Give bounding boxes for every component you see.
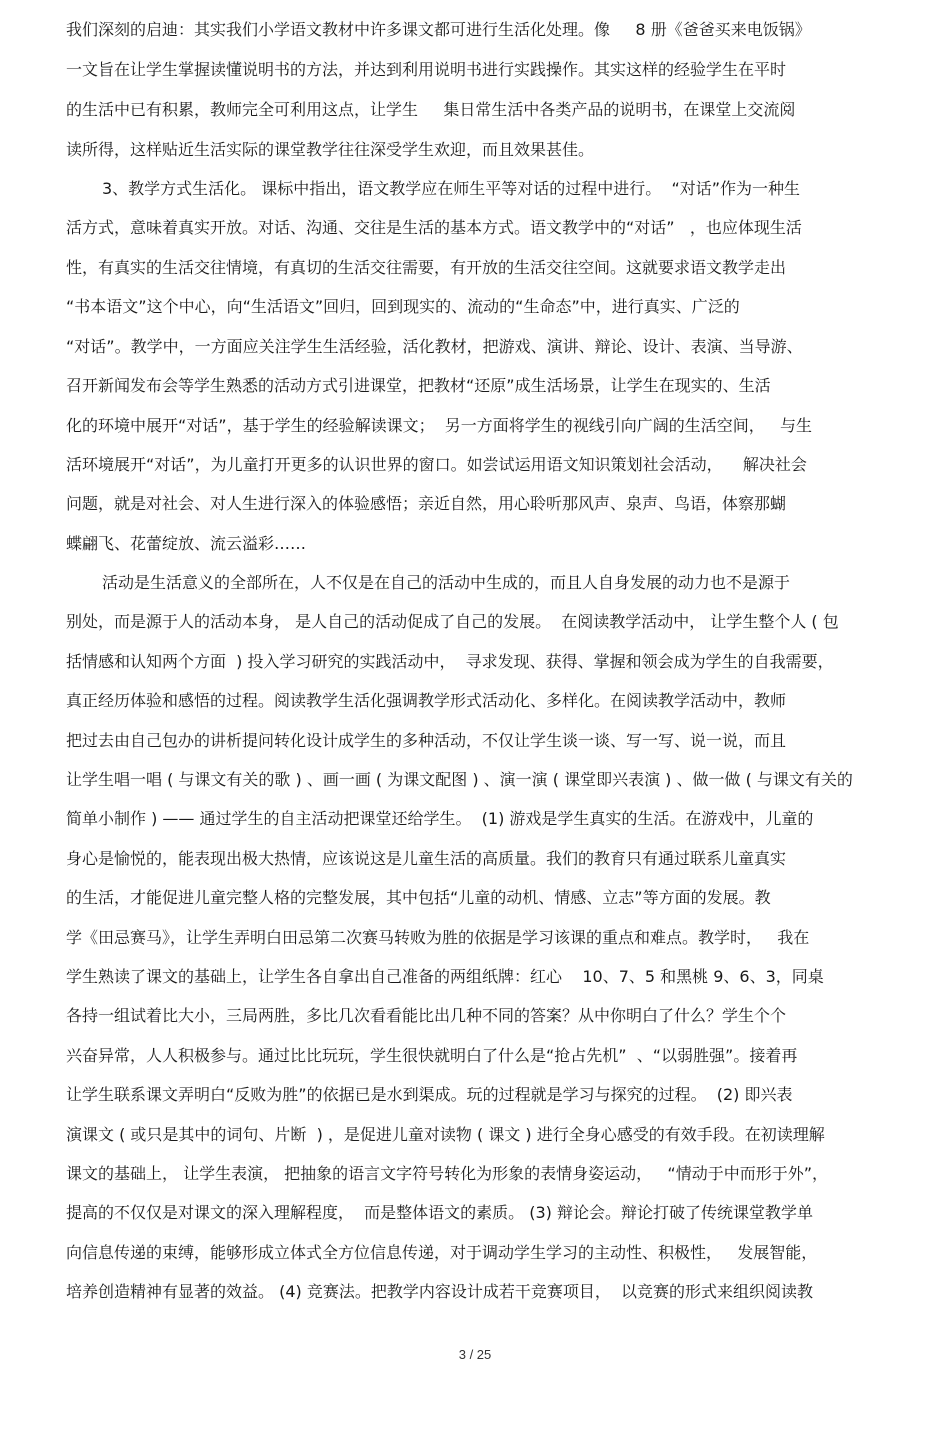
text-line: 一文旨在让学生掌握读懂说明书的方法，并达到利用说明书进行实践操作。其实这样的经验学生在平时 <box>66 60 787 79</box>
text-line: 读所得，这样贴近生活实际的课堂教学往往深受学生欢迎，而且效果甚佳。 <box>66 140 595 159</box>
text-line: 提高的不仅仅是对课文的深入理解程度， 而是整体语文的素质。 (3) 辩论会。辩论打破了传统课堂教学单 <box>66 1203 814 1222</box>
text-line: 化的环境中展开“对话”，基于学生的经验解读课文； 另一方面将学生的视线引向广阔的生活空间， 与生 <box>66 416 813 435</box>
text-line: 学《田忌赛马》，让学生弄明白田忌第二次赛马转败为胜的依据是学习该课的重点和难点。教学时， 我在 <box>66 928 810 947</box>
text-line: 演课文 ( 或只是其中的词句、片断 ) ，是促进儿童对读物 ( 课文 ) 进行全身心感受的有效手段。在初读理解 <box>66 1125 825 1144</box>
text-line: 培养创造精神有显著的效益。 (4) 竞赛法。把教学内容设计成若干竞赛项目， 以竞赛的形式来组织阅读教 <box>66 1282 814 1301</box>
text-line: 课文的基础上， 让学生表演， 把抽象的语言文字符号转化为形象的表情身姿运动， “情动于中而形于外”， <box>66 1164 829 1183</box>
text-line: 真正经历体验和感悟的过程。阅读教学生活化强调教学形式活动化、多样化。在阅读教学活动中，教师 <box>66 691 787 710</box>
text-line: 兴奋异常，人人积极参与。通过比比玩玩，学生很快就明白了什么是“抢占先机” 、“以弱胜强”。接着再 <box>66 1046 798 1065</box>
text-line: 向信息传递的束缚，能够形成立体式全方位信息传递，对于调动学生学习的主动性、积极性， 发展智能， <box>66 1243 818 1262</box>
text-line: 把过去由自己包办的讲析提问转化设计成学生的多种活动，不仅让学生谈一谈、写一写、说一说，而且 <box>66 731 787 750</box>
text-line: 学生熟读了课文的基础上，让学生各自拿出自己准备的两组纸牌：红心 10、7、5 和黑桃 9、6、3，同桌 <box>66 967 824 986</box>
text-line: 身心是愉悦的，能表现出极大热情，应该说这是儿童生活的高质量。我们的教育只有通过联系儿童真实 <box>66 849 787 868</box>
text-line: 的生活，才能促进儿童完整人格的完整发展，其中包括“儿童的动机、情感、立志”等方面的发展。教 <box>66 888 771 907</box>
text-line: 让学生联系课文弄明白“反败为胜”的依据已是水到渠成。玩的过程就是学习与探究的过程。 (2) 即兴表 <box>66 1085 793 1104</box>
text-line: “对话”。教学中，一方面应关注学生生活经验，活化教材，把游戏、演讲、辩论、设计、表演、当导游、 <box>66 337 803 356</box>
text-line: “书本语文”这个中心，向“生活语文”回归，回到现实的、流动的“生命态”中，进行真实、广泛的 <box>66 297 740 316</box>
text-line: 让学生唱一唱 ( 与课文有关的歌 ) 、画一画 ( 为课文配图 ) 、演一演 ( 课堂即兴表演 ) 、做一做 ( 与课文有关的 <box>66 770 853 789</box>
text-line: 我们深刻的启迪：其实我们小学语文教材中许多课文都可进行生活化处理。像 8 册《爸爸买来电饭锅》 <box>66 20 811 39</box>
text-line: 蝶翩飞、花蕾绽放、流云溢彩…… <box>66 534 307 553</box>
text-line: 问题，就是对社会、对人生进行深入的体验感悟；亲近自然，用心聆听那风声、泉声、鸟语，体察那蝴 <box>66 494 787 513</box>
text-line: 括情感和认知两个方面 ) 投入学习研究的实践活动中， 寻求发现、获得、掌握和领会成为学生的自我需要， <box>66 652 834 671</box>
text-line: 活动是生活意义的全部所在，人不仅是在自己的活动中生成的，而且人自身发展的动力也不是源于 <box>102 573 791 592</box>
text-line: 性，有真实的生活交往情境，有真切的生活交往需要，有开放的生活交往空间。这就要求语文教学走出 <box>66 258 787 277</box>
text-line: 别处，而是源于人的活动本身， 是人自己的活动促成了自己的发展。 在阅读教学活动中， 让学生整个人 ( 包 <box>66 612 839 631</box>
text-line: 简单小制作 ) —— 通过学生的自主活动把课堂还给学生。 (1) 游戏是学生真实的生活。在游戏中，儿童的 <box>66 809 814 828</box>
text-line: 各持一组试着比大小，三局两胜，多比几次看看能比出几种不同的答案？从中你明白了什么？学生个个 <box>66 1006 787 1025</box>
text-line: 召开新闻发布会等学生熟悉的活动方式引进课堂，把教材“还原”成生活场景，让学生在现实的、生活 <box>66 376 771 395</box>
page-indicator: 3 / 25 <box>458 1347 492 1362</box>
text-line: 活方式，意味着真实开放。对话、沟通、交往是生活的基本方式。语文教学中的“对话” ，也应体现生活 <box>66 218 802 237</box>
text-line: 3、教学方式生活化。 课标中指出，语文教学应在师生平等对话的过程中进行。 “对话”作为一种生 <box>102 179 801 198</box>
text-line: 的生活中已有积累，教师完全可利用这点，让学生 集日常生活中各类产品的说明书，在课堂上交流阅 <box>66 100 796 119</box>
text-line: 活环境展开“对话”，为儿童打开更多的认识世界的窗口。如尝试运用语文知识策划社会活动， 解决社会 <box>66 455 807 474</box>
